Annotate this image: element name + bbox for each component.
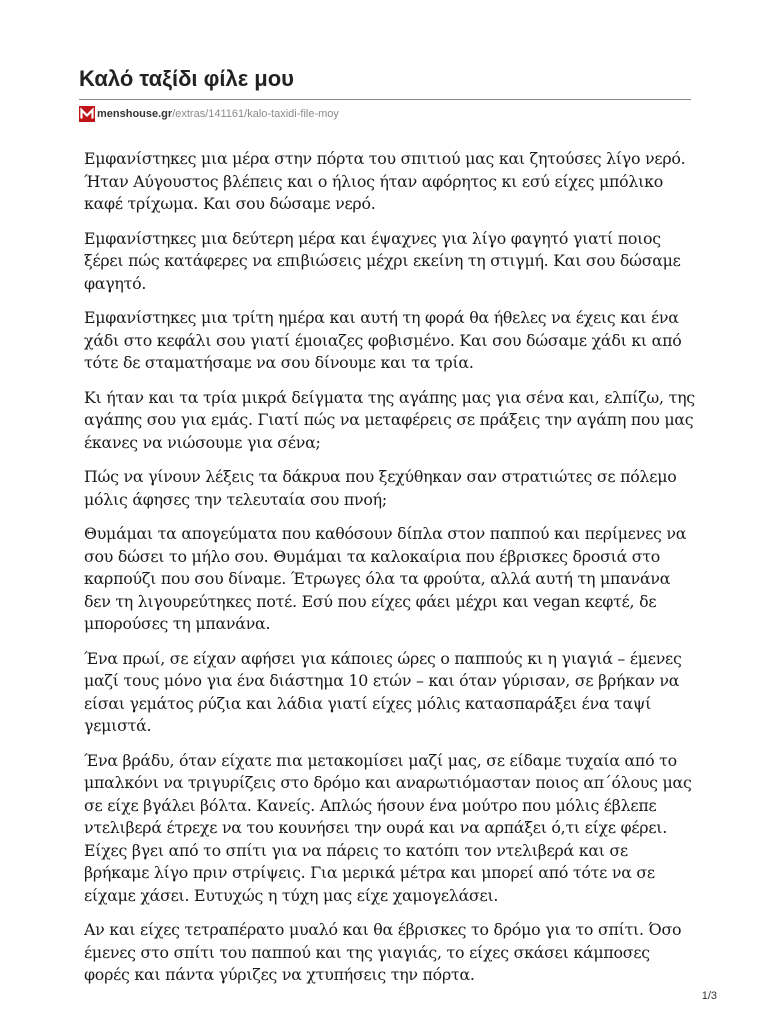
article-paragraph: Ένα πρωί, σε είχαν αφήσει για κάποιες ώρες ο παππούς κι η γιαγιά – έμενες μαζί τους μόνο για ένα διάστημα 10 ετών – και όταν γύρισαν, σε βρήκαν να είσαι γεμάτος ρύζια και λάδια γιατί είχες μόλις κατασπαράξει ένα ταψί γεμιστά. [84, 648, 682, 735]
article-paragraph: Θυμάμαι τα απογεύματα που καθόσουν δίπλα στον παππού και περίμενες να σου δώσει το μήλο σου. Θυμάμαι τα καλοκαίρια που έβρισκες δροσιά στο καρπούζι που σου δίναμε. Έτρωγες όλα τα φρούτα, αλλά αυτή τη μπανάνα δεν τη λιγουρεύτηκες ποτέ. Εσύ που είχες φάει μέχρι και vegan κεφτέ, δε μπορούσες τη μπανάνα. [84, 524, 687, 633]
article-paragraph: Ένα βράδυ, όταν είχατε πια μετακομίσει μαζί μας, σε είδαμε τυχαία από το μπαλκόνι να τριγυρίζεις στο δρόμο και αναρωτιόμασταν ποιος απ΄όλους μας σε είχε βγάλει βόλτα. Κανείς. Απλώς ήσουν ένα μούτρο που μόλις έβλεπε ντελιβερά έτρεχε να του κουνήσει την ουρά και να αρπάξει ό,τι είχε φέρει. Είχες βγει από το σπίτι για να πάρεις το κατόπι τον ντελιβερά και σε βρήκαμε λίγο πριν στρίψεις. Για μερικά μέτρα και μπορεί από τότε να σε είχαμε χάσει. Ευτυχώς η τύχη μας είχε χαμογελάσει. [84, 750, 692, 905]
article-paragraph: Κι ήταν και τα τρία μικρά δείγματα της αγάπης μας για σένα και, ελπίζω, της αγάπης σου για εμάς. Γιατί πώς να μεταφέρεις σε πράξεις την αγάπη που μας έκανες να νιώσουμε για σένα; [84, 387, 695, 452]
article-paragraph: Αν και είχες τετραπέρατο μυαλό και θα έβρισκες το δρόμο για το σπίτι. Όσο έμενες στο σπίτι του παππού και της γιαγιάς, το είχες σκάσει κάμποσες φορές και πάντα γύριζες να χτυπήσεις την πόρτα. [84, 920, 682, 984]
source-link[interactable] [79, 105, 339, 123]
article-paragraph: Πώς να γίνουν λέξεις τα δάκρυα που ξεχύθηκαν σαν στρατιώτες σε πόλεμο μόλις άφησες την τελευταία σου πνοή; [84, 467, 677, 509]
article-paragraph: Εμφανίστηκες μια μέρα στην πόρτα του σπιτιού μας και ζητούσες λίγο νερό. Ήταν Αύγουστος βλέπεις και ο ήλιος ήταν αφόρητος κι εσύ είχες μπόλικο καφέ τρίχωμα. Και σου δώσαμε νερό. [84, 149, 686, 213]
article-paragraph: Εμφανίστηκες μια τρίτη ημέρα και αυτή τη φορά θα ήθελες να έχεις και ένα χάδι στο κεφάλι σου γιατί έμοιαζες φοβισμένο. Και σου δώσαμε χάδι κι από τότε δε σταματήσαμε να σου δίνουμε και τα τρία. [84, 308, 682, 372]
menshouse-logo-icon [79, 106, 95, 122]
page-number: 1/3 [701, 990, 717, 1002]
page-title: Καλό ταξίδι φίλε μου [79, 66, 294, 91]
source-domain: menshouse.gr [97, 108, 173, 120]
article-paragraph: Εμφανίστηκες μια δεύτερη μέρα και έψαχνες για λίγο φαγητό γιατί ποιος ξέρει πώς κατάφερες να επιβιώσεις μέχρι εκείνη τη στιγμή. Και σου δώσαμε φαγητό. [84, 228, 681, 293]
source-path: /extras/141161/kalo-taxidi-file-moy [172, 108, 339, 120]
article-body [84, 148, 696, 999]
title-divider [79, 99, 691, 100]
